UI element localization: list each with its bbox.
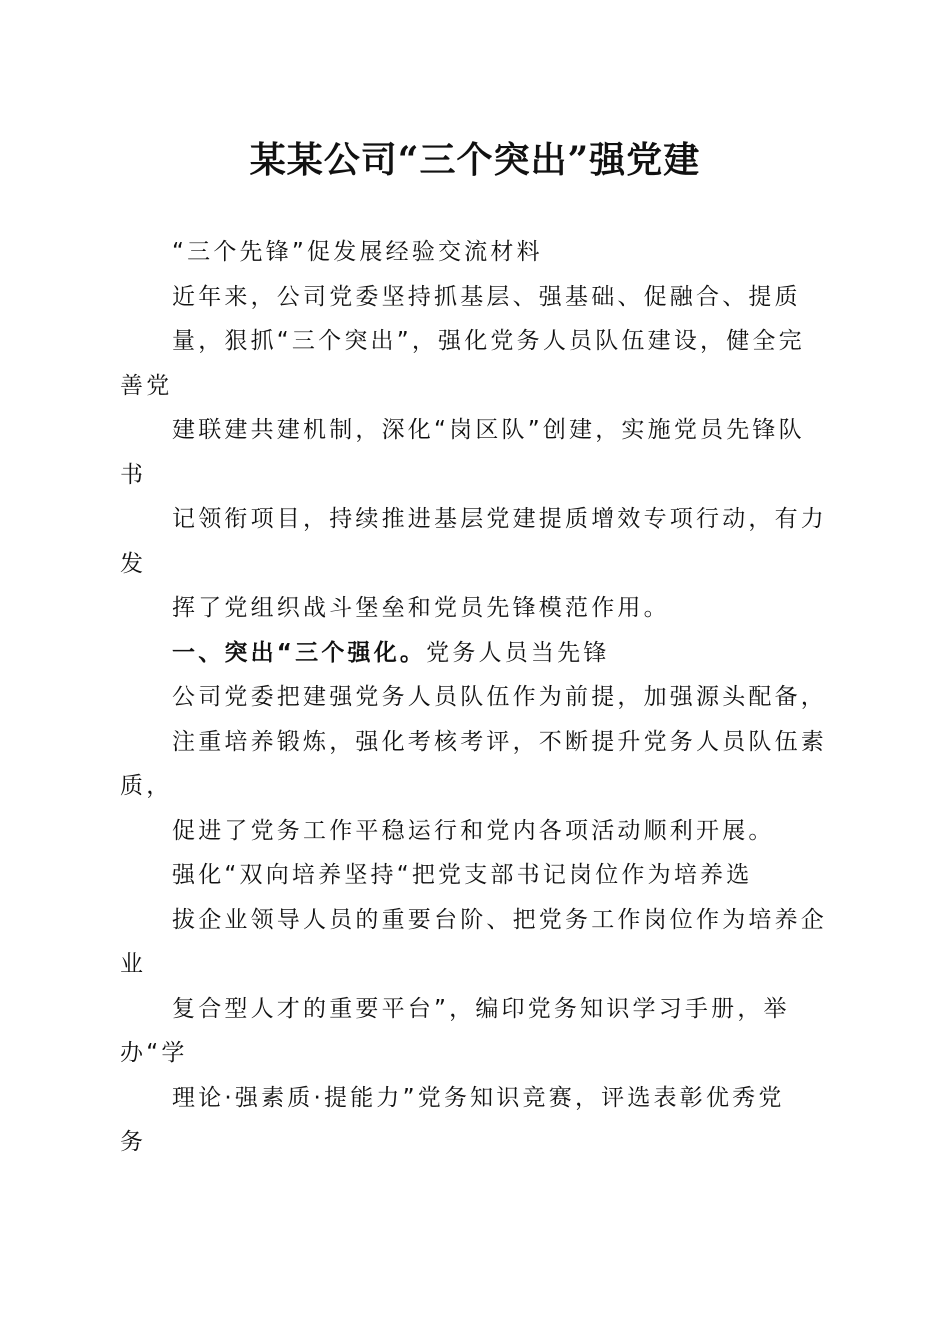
paragraph-line: 质， <box>120 773 173 799</box>
document-title: 某某公司“三个突出”强党建 <box>249 139 701 181</box>
paragraph-line: 建联建共建机制，深化“岗区队”创建，实施党员先锋队 <box>172 417 805 443</box>
paragraph-line: 复合型人才的重要平台”，编印党务知识学习手册，举 <box>172 995 790 1022</box>
paragraph-line: 业 <box>120 951 147 977</box>
paragraph-line: 办“学 <box>120 1040 188 1066</box>
paragraph-line: 拔企业领导人员的重要台阶、把党务工作岗位作为培养企 <box>172 906 827 933</box>
section-heading-bold: 一、突出“三个强化。 <box>172 639 427 666</box>
document-body <box>120 230 832 1165</box>
paragraph-line: 公司党委把建强党务人员队伍作为前提，加强源头配备， <box>172 684 827 710</box>
paragraph-line: 务 <box>120 1129 147 1155</box>
paragraph-line: 书 <box>120 461 147 488</box>
paragraph-line: 注重培养锻炼，强化考核考评，不断提升党务人员队伍素 <box>172 728 827 755</box>
paragraph-line: “三个先锋”促发展经验交流材料 <box>172 239 543 265</box>
section-heading <box>120 631 832 676</box>
paragraph-line: 发 <box>120 550 147 577</box>
paragraph-line: 近年来，公司党委坚持抓基层、强基础、促融合、提质 <box>172 283 801 310</box>
paragraph-line: 理论·强素质·提能力”党务知识竞赛，评选表彰优秀党 <box>172 1084 785 1111</box>
paragraph-line: 挥了党组织战斗堡垒和党员先锋模范作用。 <box>172 595 670 621</box>
section-heading-normal: 党务人员当先锋 <box>426 639 610 666</box>
paragraph-line: 善党 <box>120 372 173 399</box>
paragraph-line: 强化“双向培养坚持“把党支部书记岗位作为培养选 <box>172 862 753 888</box>
paragraph-line: 量，狠抓“三个突出”，强化党务人员队伍建设，健全完 <box>172 328 805 354</box>
paragraph-line: 促进了党务工作平稳运行和党内各项活动顺利开展。 <box>172 817 775 844</box>
paragraph-line: 记领衔项目，持续推进基层党建提质增效专项行动，有力 <box>172 506 827 532</box>
